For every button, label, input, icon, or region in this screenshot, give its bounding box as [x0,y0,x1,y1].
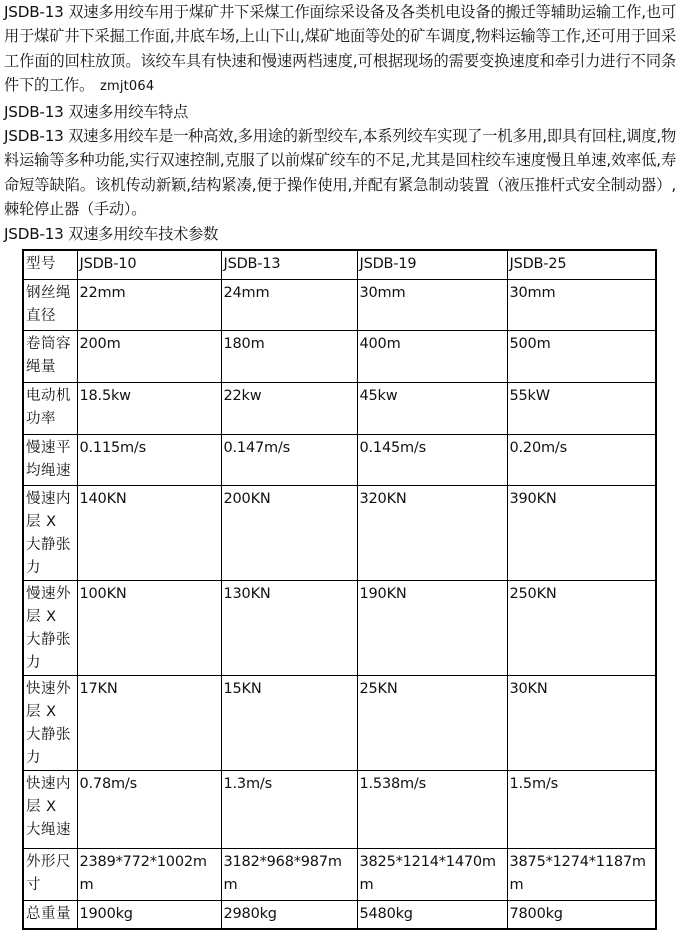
table-row [23,382,656,434]
table-cell: 1.3m/s [221,770,357,848]
row-label: 快速内层 X 大绳速 [23,770,77,848]
table-cell: 1.538m/s [357,770,507,848]
table-cell: 390KN [507,485,656,580]
table-cell: 400m [357,330,507,382]
table-cell: 1900kg [77,900,221,929]
table-cell: 130KN [221,580,357,675]
table-cell: 0.147m/s [221,434,357,485]
table-cell: 45kw [357,382,507,434]
table-cell: 320KN [357,485,507,580]
table-cell: 180m [221,330,357,382]
header-cell: JSDB-19 [357,250,507,279]
table-cell: 500m [507,330,656,382]
features-heading: JSDB-13 双速多用绞车特点 [4,102,189,121]
table-cell: 18.5kw [77,382,221,434]
table-cell: 190KN [357,580,507,675]
row-label: 慢速平均绳速 [23,434,77,485]
table-cell: 5480kg [357,900,507,929]
table-cell: 3875*1274*1187mm [507,848,656,900]
header-cell: 型号 [23,250,77,279]
table-cell: 0.20m/s [507,434,656,485]
table-cell: 3182*968*987mm [221,848,357,900]
features-paragraph: JSDB-13 双速多用绞车是一种高效,多用途的新型绞车,本系列绞车实现了一机多用,即具有回柱,调度,物料运输等多种功能,实行双速控制,克服了以前煤矿绞车的不足,尤其是回柱绞车速度慢且单速,效率低,寿命短等缺陷。该机传动新颖,结构紧凑,便于操作使用,并配有紧急制动装置（液压推杆式安全制动器）,棘轮停止器（手动）。 [4,127,676,219]
table-cell: 22mm [77,279,221,330]
header-cell: JSDB-13 [221,250,357,279]
table-cell: 22kw [221,382,357,434]
table-row [23,675,656,770]
table-cell: 30mm [507,279,656,330]
table-cell: 2389*772*1002mm [77,848,221,900]
table-cell: 250KN [507,580,656,675]
table-cell: 2980kg [221,900,357,929]
intro-code: zmjt064 [99,79,155,95]
row-label: 快速外层 X 大静张力 [23,675,77,770]
table-row [23,848,656,900]
table-row [23,330,656,382]
table-cell: 100KN [77,580,221,675]
row-label: 外形尺寸 [23,848,77,900]
table-cell: 15KN [221,675,357,770]
intro-text: JSDB-13 双速多用绞车用于煤矿井下采煤工作面综采设备及各类机电设备的搬迁等辅助运输工作,也可用于煤矿井下采掘工作面,井底车场,上山下山,煤矿地面等处的矿车调度,物料运输等工作,还可用于回采工作面的回柱放顶。该绞车具有快速和慢速两档速度,可根据现场的需要变换速度和牵引力进行不同条件下的工作。 [4,3,676,95]
header-cell: JSDB-25 [507,250,656,279]
table-cell: 0.145m/s [357,434,507,485]
table-cell: 25KN [357,675,507,770]
table-cell: 30KN [507,675,656,770]
table-row [23,770,656,848]
row-label: 电动机功率 [23,382,77,434]
table-cell: 7800kg [507,900,656,929]
table-cell: 140KN [77,485,221,580]
table-cell: 55kW [507,382,656,434]
table-row [23,580,656,675]
row-label: 慢速内层 X 大静张力 [23,485,77,580]
table-cell: 0.115m/s [77,434,221,485]
intro-paragraph [4,0,676,100]
table-row [23,485,656,580]
table-cell: 24mm [221,279,357,330]
table-cell: 30mm [357,279,507,330]
table-row [23,900,656,929]
table-header-row [23,250,656,279]
specs-heading: JSDB-13 双速多用绞车技术参数 [4,224,219,243]
table-cell: 1.5m/s [507,770,656,848]
row-label: 慢速外层 X 大静张力 [23,580,77,675]
row-label: 卷筒容绳量 [23,330,77,382]
table-cell: 3825*1214*1470mm [357,848,507,900]
table-cell: 200m [77,330,221,382]
table-cell: 17KN [77,675,221,770]
header-cell: JSDB-10 [77,250,221,279]
row-label: 总重量 [23,900,77,929]
table-row [23,434,656,485]
table-cell: 200KN [221,485,357,580]
table-cell: 0.78m/s [77,770,221,848]
table-row [23,279,656,330]
specs-table [22,249,657,930]
document-page [4,0,676,246]
row-label: 钢丝绳直径 [23,279,77,330]
